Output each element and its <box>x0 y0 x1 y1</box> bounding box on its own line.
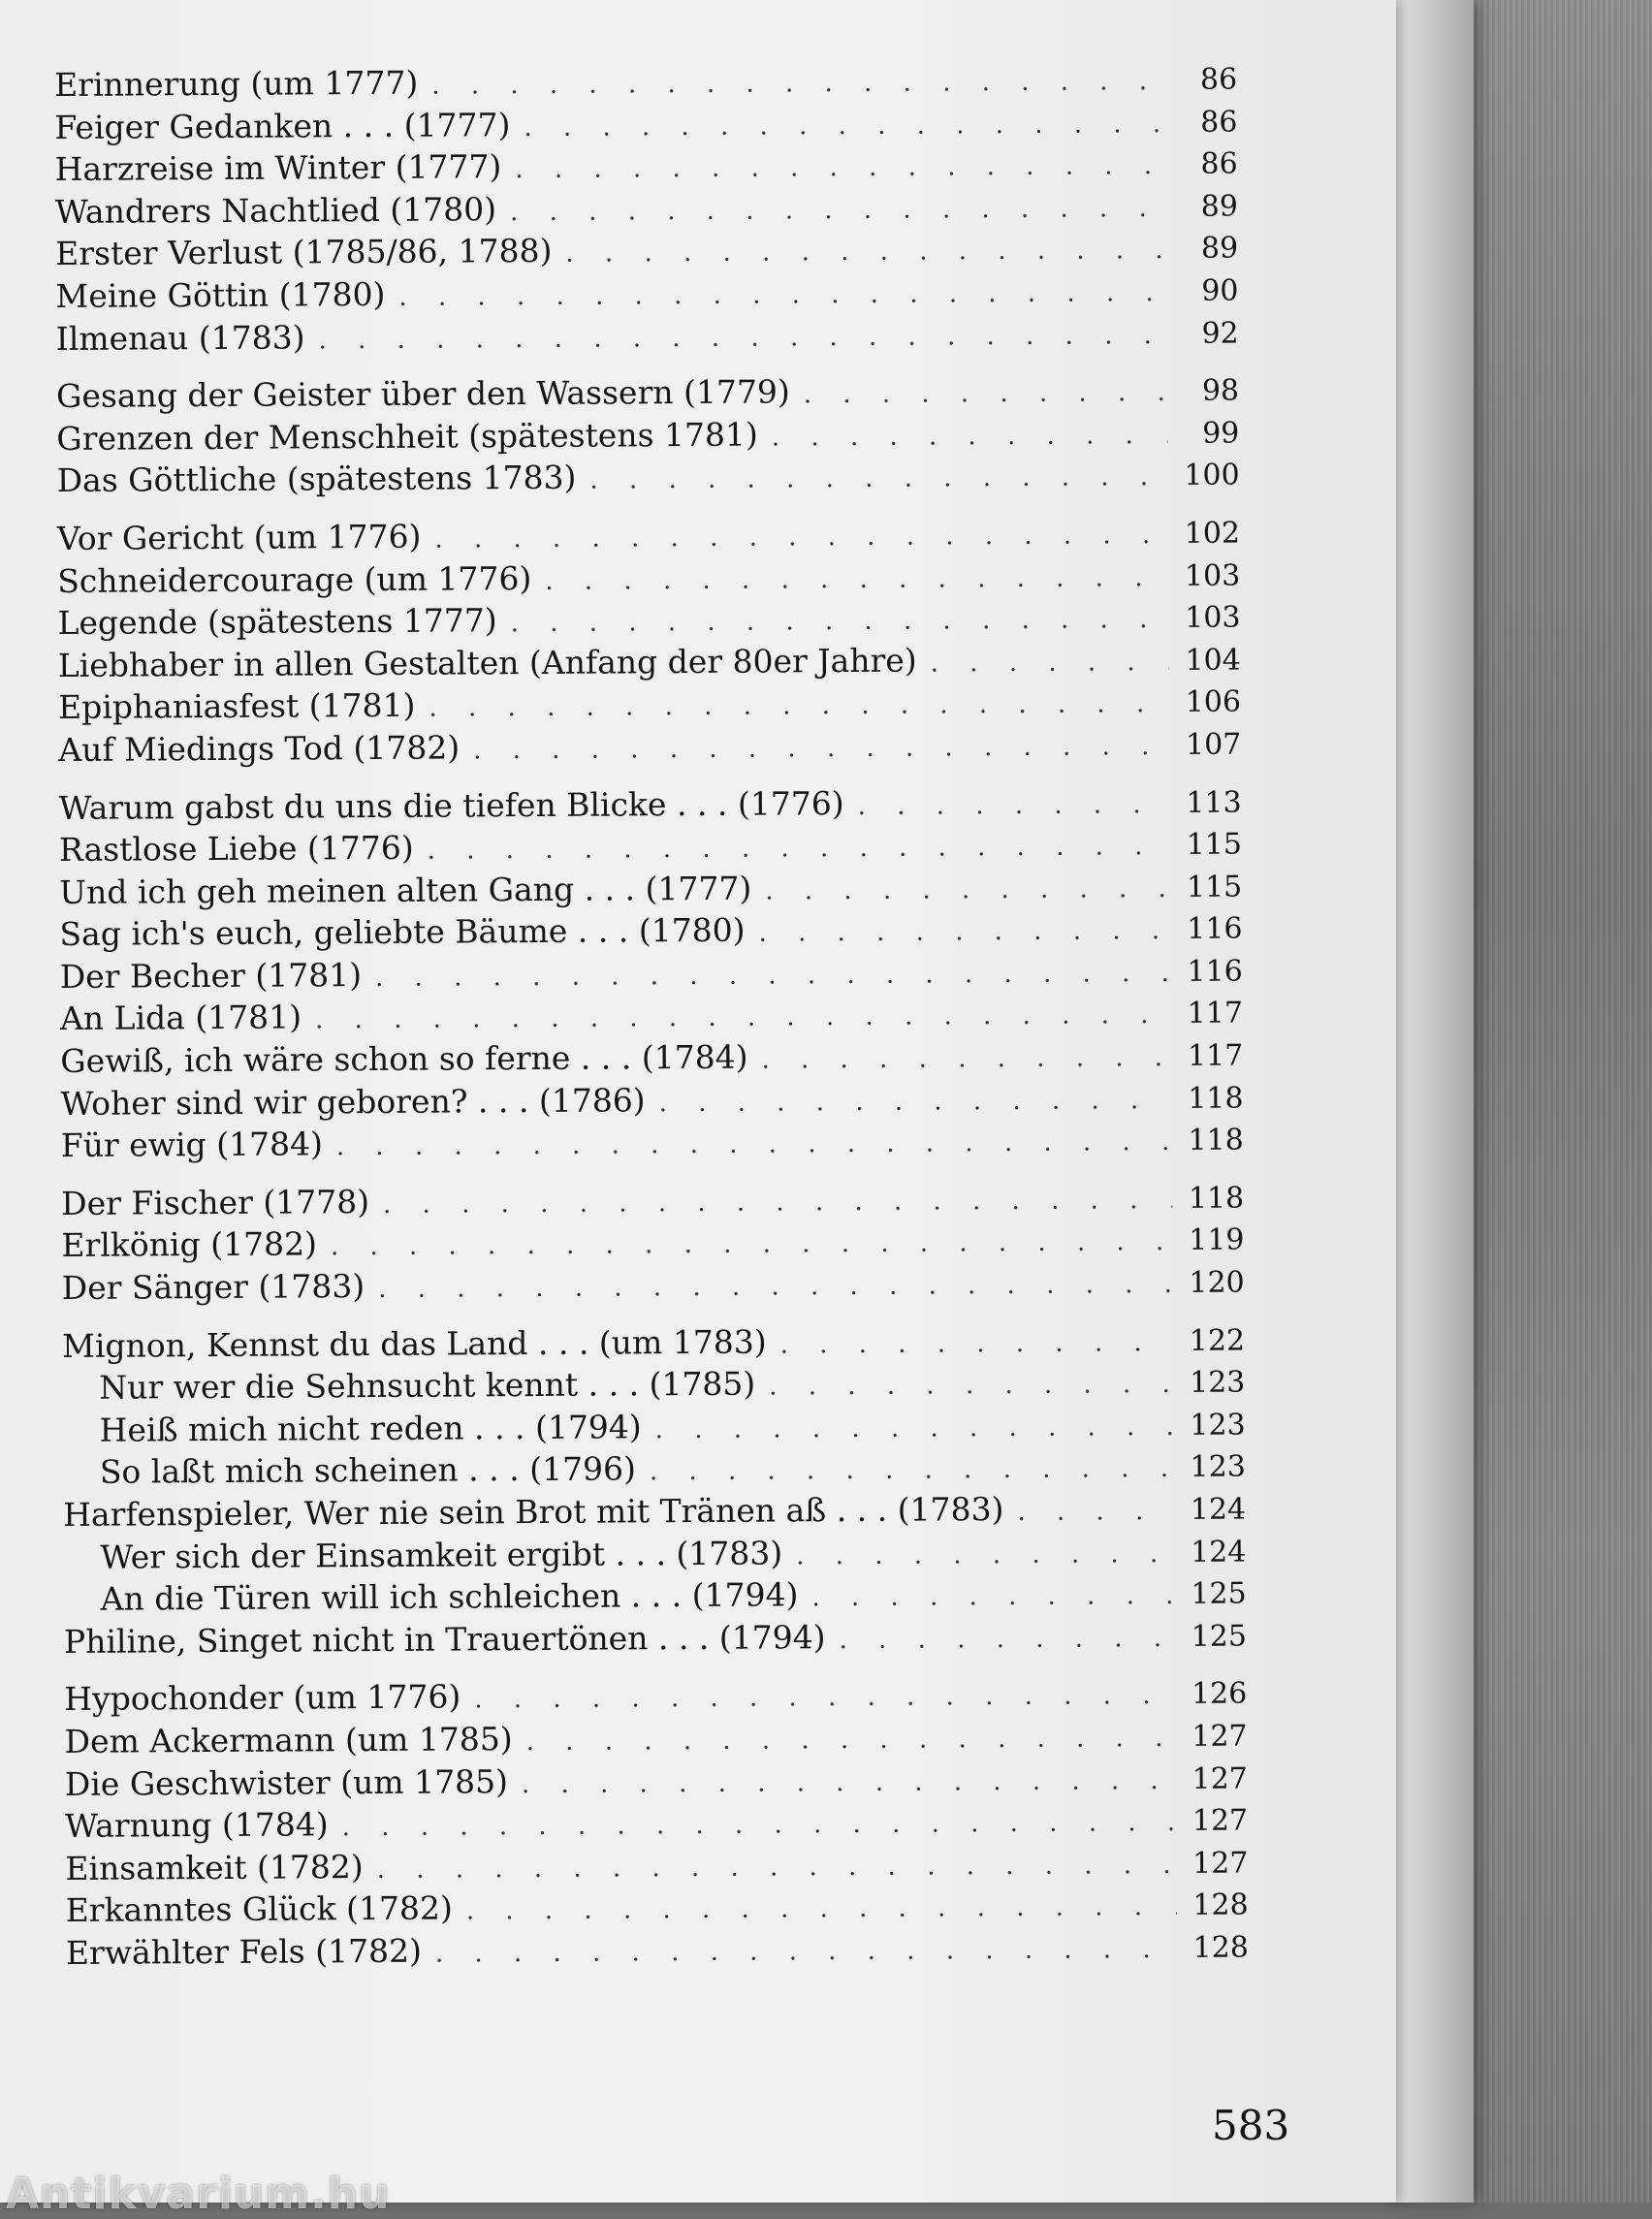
toc-entry-title: Das Göttliche (spätestens 1783) <box>56 459 577 500</box>
toc-entry <box>64 1671 1247 1721</box>
dot-leader <box>331 1221 1173 1269</box>
toc-entry <box>65 1756 1248 1805</box>
dot-leader <box>931 642 1169 685</box>
toc-entry <box>56 410 1239 460</box>
toc-entry-page: 118 <box>1188 1123 1244 1158</box>
dot-leader <box>431 61 1165 108</box>
toc-entry-title: Heiß mich nicht reden . . . (1794) <box>99 1408 642 1449</box>
toc-entry-title: Wandrers Nachtlied (1780) <box>54 189 497 231</box>
dot-leader <box>428 826 1171 872</box>
toc-entry-page: 122 <box>1189 1323 1246 1358</box>
toc-entry-page: 123 <box>1189 1365 1246 1401</box>
toc-entry-page: 125 <box>1191 1576 1247 1612</box>
toc-entry <box>63 1444 1246 1494</box>
dot-leader <box>655 1407 1174 1452</box>
toc-section <box>64 1671 1249 1975</box>
dot-leader <box>435 1929 1177 1976</box>
toc-entry <box>62 1260 1245 1310</box>
toc-entry-title: Der Sänger (1783) <box>61 1267 365 1308</box>
dot-leader <box>804 372 1168 417</box>
dot-leader <box>839 1618 1175 1663</box>
toc-entry-title: Erster Verlust (1785/86, 1788) <box>55 232 553 273</box>
toc-entry-page: 123 <box>1190 1408 1246 1442</box>
toc-entry-title: Rastlose Liebe (1776) <box>58 828 414 870</box>
toc-entry <box>56 368 1239 418</box>
toc-entry-title: Harzreise im Winter (1777) <box>54 147 502 189</box>
toc-entry-title: Der Becher (1781) <box>59 955 363 996</box>
toc-entry-title: Warnung (1784) <box>64 1805 329 1846</box>
dot-leader <box>511 599 1169 646</box>
toc-entry <box>61 1118 1244 1167</box>
toc-entry-title: Feiger Gedanken . . . (1777) <box>54 105 511 146</box>
toc-entry-title: Warum gabst du uns die tiefen Blicke . . . (1776) <box>58 783 844 827</box>
toc-entry-title: Einsamkeit (1782) <box>65 1847 364 1887</box>
dot-leader <box>1017 1491 1174 1535</box>
toc-entry-title: An Lida (1781) <box>59 998 302 1038</box>
toc-entry-title: Epiphaniasfest (1781) <box>57 686 416 727</box>
toc-entry-title: Die Geschwister (um 1785) <box>64 1761 509 1803</box>
toc-entry-title: Legende (spätestens 1777) <box>57 601 497 643</box>
dot-leader <box>780 1322 1174 1367</box>
toc-entry-page: 92 <box>1201 316 1239 351</box>
page-number: 583 <box>1212 2102 1290 2149</box>
toc-entry <box>61 1218 1244 1267</box>
toc-entry-page: 99 <box>1202 416 1240 451</box>
toc-entry <box>56 310 1239 360</box>
toc-entry-page: 103 <box>1184 558 1241 593</box>
toc-entry <box>62 1402 1245 1451</box>
toc-entry-page: 106 <box>1185 684 1242 720</box>
toc-entry <box>54 57 1237 107</box>
toc-entry-page: 115 <box>1186 870 1243 904</box>
toc-entry <box>59 864 1242 913</box>
dot-leader <box>510 188 1166 235</box>
toc-entry <box>57 510 1240 559</box>
toc-section <box>59 779 1244 1167</box>
dot-leader <box>772 415 1168 460</box>
toc-entry <box>55 142 1238 191</box>
toc-entry-page: 124 <box>1191 1535 1247 1569</box>
toc-entry-title: Schneidercourage (um 1776) <box>57 558 532 600</box>
dot-leader <box>796 1534 1174 1578</box>
dot-leader <box>398 272 1166 319</box>
dot-leader <box>474 1675 1175 1722</box>
toc-entry-page: 118 <box>1188 1181 1245 1216</box>
toc-entry-title: Vor Gericht (um 1776) <box>56 517 422 557</box>
toc-entry <box>64 1613 1247 1663</box>
toc-entry-page: 128 <box>1192 1887 1249 1923</box>
toc-section <box>57 510 1242 771</box>
toc-entry <box>55 226 1238 275</box>
toc-entry-title: Wer sich der Einsamkeit ergibt . . . (1783) <box>100 1534 783 1576</box>
toc-entry <box>63 1487 1246 1537</box>
toc-entry <box>54 99 1237 148</box>
toc-entry <box>60 1033 1243 1083</box>
toc-entry <box>58 637 1241 686</box>
dot-leader <box>377 1845 1177 1892</box>
dot-leader <box>524 104 1165 150</box>
toc-entry-page: 125 <box>1191 1619 1248 1654</box>
toc-entry-page: 102 <box>1184 516 1241 551</box>
toc-entry <box>59 779 1242 829</box>
toc-entry-title: Dem Ackermann (um 1785) <box>64 1720 513 1760</box>
toc-entry <box>60 991 1243 1040</box>
toc-entry-title: Liebhaber in allen Gestalten (Anfang der 80er Jahre) <box>57 641 917 684</box>
toc-entry-page: 116 <box>1187 954 1243 989</box>
toc-entry-title: Nur wer die Sehnsucht kennt . . . (1785) <box>99 1364 756 1407</box>
toc-entry-title: Auf Miedings Tod (1782) <box>58 728 461 769</box>
dot-leader <box>383 1180 1172 1227</box>
dot-leader <box>589 457 1167 502</box>
toc-entry <box>62 1360 1245 1410</box>
dot-leader <box>318 315 1166 363</box>
toc-entry-page: 127 <box>1191 1761 1248 1796</box>
toc-entry-page: 86 <box>1199 62 1238 97</box>
toc-section <box>56 368 1240 502</box>
toc-entry-page: 107 <box>1185 727 1242 762</box>
toc-entry-page: 89 <box>1200 231 1239 267</box>
toc-entry <box>65 1798 1248 1848</box>
toc-entry-title: Erkanntes Glück (1782) <box>65 1888 453 1930</box>
toc-entry-page: 119 <box>1189 1222 1245 1258</box>
toc-entry-page: 86 <box>1200 105 1238 140</box>
dot-leader <box>526 1718 1176 1764</box>
dot-leader <box>522 1760 1176 1807</box>
toc-entry-page: 127 <box>1191 1846 1249 1881</box>
dot-leader <box>378 1264 1173 1312</box>
dot-leader <box>761 1037 1171 1082</box>
toc-entry <box>66 1883 1249 1932</box>
toc-entry-title: Erwählter Fels (1782) <box>65 1931 422 1972</box>
toc-entry-title: An die Türen will ich schleichen . . . (1794) <box>100 1575 799 1618</box>
toc-entry-page: 120 <box>1189 1265 1245 1300</box>
toc-entry-title: Ilmenau (1783) <box>55 317 305 358</box>
toc-entry-title: Für ewig (1784) <box>60 1125 324 1165</box>
toc-entry-title: Gewiß, ich wäre schon so ferne . . . (1784) <box>60 1037 748 1081</box>
dot-leader <box>659 1080 1172 1125</box>
toc-entry <box>64 1713 1247 1762</box>
toc-entry-page: 116 <box>1187 911 1243 947</box>
toc-entry-page: 127 <box>1191 1719 1248 1754</box>
toc-entry-page: 98 <box>1201 373 1240 408</box>
toc-entry-page: 89 <box>1200 189 1239 224</box>
toc-entry <box>58 721 1241 771</box>
toc-entry <box>57 595 1240 645</box>
toc-entry-title: Gesang der Geister über den Wassern (1779) <box>55 372 790 416</box>
dot-leader <box>429 683 1169 730</box>
toc-entry <box>59 822 1242 872</box>
toc-entry-title: Grenzen der Menschheit (spätestens 1781) <box>56 415 758 458</box>
toc-entry-page: 115 <box>1186 827 1243 862</box>
toc-entry <box>58 680 1241 729</box>
toc-entry <box>55 269 1238 318</box>
dot-leader <box>565 230 1166 275</box>
dot-leader <box>342 1802 1177 1850</box>
dot-leader <box>858 783 1170 828</box>
toc-entry-page: 90 <box>1201 273 1239 308</box>
toc-entry <box>63 1529 1246 1578</box>
toc-entry-title: Mignon, Kennst du das Land . . . (um 1783) <box>61 1322 767 1365</box>
toc-entry <box>62 1317 1245 1367</box>
toc-entry <box>66 1924 1249 1974</box>
toc-entry-title: Sag ich's euch, geliebte Bäume . . . (1780) <box>59 910 746 954</box>
toc-entry-page: 113 <box>1186 785 1242 820</box>
toc-entry <box>61 1175 1244 1224</box>
dot-leader <box>336 1122 1172 1169</box>
toc-entry-page: 127 <box>1191 1803 1249 1839</box>
toc-entry <box>64 1571 1247 1621</box>
dot-leader <box>434 515 1168 561</box>
watermark: Antikvarium.hu <box>6 2170 391 2219</box>
toc-entry <box>65 1840 1248 1889</box>
toc-entry-page: 118 <box>1188 1081 1244 1116</box>
toc-entry <box>57 553 1240 602</box>
toc-entry-title: Woher sind wir geboren? . . . (1786) <box>60 1080 646 1123</box>
dot-leader <box>650 1448 1174 1494</box>
toc-entry <box>60 1075 1243 1125</box>
toc-entry-title: Hypochonder (um 1776) <box>64 1677 461 1719</box>
toc-section <box>61 1175 1245 1309</box>
toc-entry-page: 128 <box>1192 1930 1249 1965</box>
toc-section <box>62 1317 1247 1663</box>
toc-entry-page: 126 <box>1191 1676 1248 1712</box>
toc-entry-title: Meine Göttin (1780) <box>55 274 386 315</box>
dot-leader <box>473 726 1169 773</box>
toc-entry-page: 100 <box>1184 458 1240 493</box>
toc-section <box>54 57 1239 361</box>
toc-entry-title: Der Fischer (1778) <box>61 1182 370 1222</box>
toc-entry-page: 117 <box>1187 996 1244 1031</box>
toc-entry <box>56 453 1239 502</box>
toc-entry-title: Erlkönig (1782) <box>61 1224 317 1265</box>
dot-leader <box>466 1886 1177 1933</box>
table-of-contents <box>54 57 1249 1990</box>
toc-entry-page: 124 <box>1190 1492 1247 1527</box>
toc-entry-page: 103 <box>1185 600 1241 636</box>
toc-entry-title: Harfenspieler, Wer nie sein Brot mit Tränen aß . . . (1783) <box>63 1490 1004 1534</box>
toc-entry-title: Und ich geh meinen alten Gang . . . (1777) <box>59 869 752 911</box>
toc-entry <box>60 948 1243 998</box>
dot-leader <box>515 145 1166 192</box>
toc-entry-page: 104 <box>1185 643 1241 678</box>
dot-leader <box>758 910 1170 955</box>
dot-leader <box>769 1364 1173 1409</box>
toc-entry <box>59 906 1242 956</box>
dot-leader <box>375 953 1171 1000</box>
toc-entry-page: 117 <box>1187 1038 1244 1073</box>
toc-entry-page: 123 <box>1190 1449 1246 1485</box>
dot-leader <box>765 869 1170 913</box>
dot-leader <box>545 557 1168 604</box>
toc-entry-title: So laßt mich scheinen . . . (1796) <box>99 1449 636 1492</box>
toc-entry-title: Erinnerung (um 1777) <box>54 63 419 104</box>
toc-entry-title: Philine, Singet nicht in Trauertönen . . . (1794) <box>63 1617 826 1661</box>
book-binding-edge <box>1386 0 1474 2203</box>
dot-leader <box>811 1575 1175 1620</box>
toc-entry-page: 86 <box>1200 146 1238 181</box>
toc-entry <box>55 183 1238 233</box>
